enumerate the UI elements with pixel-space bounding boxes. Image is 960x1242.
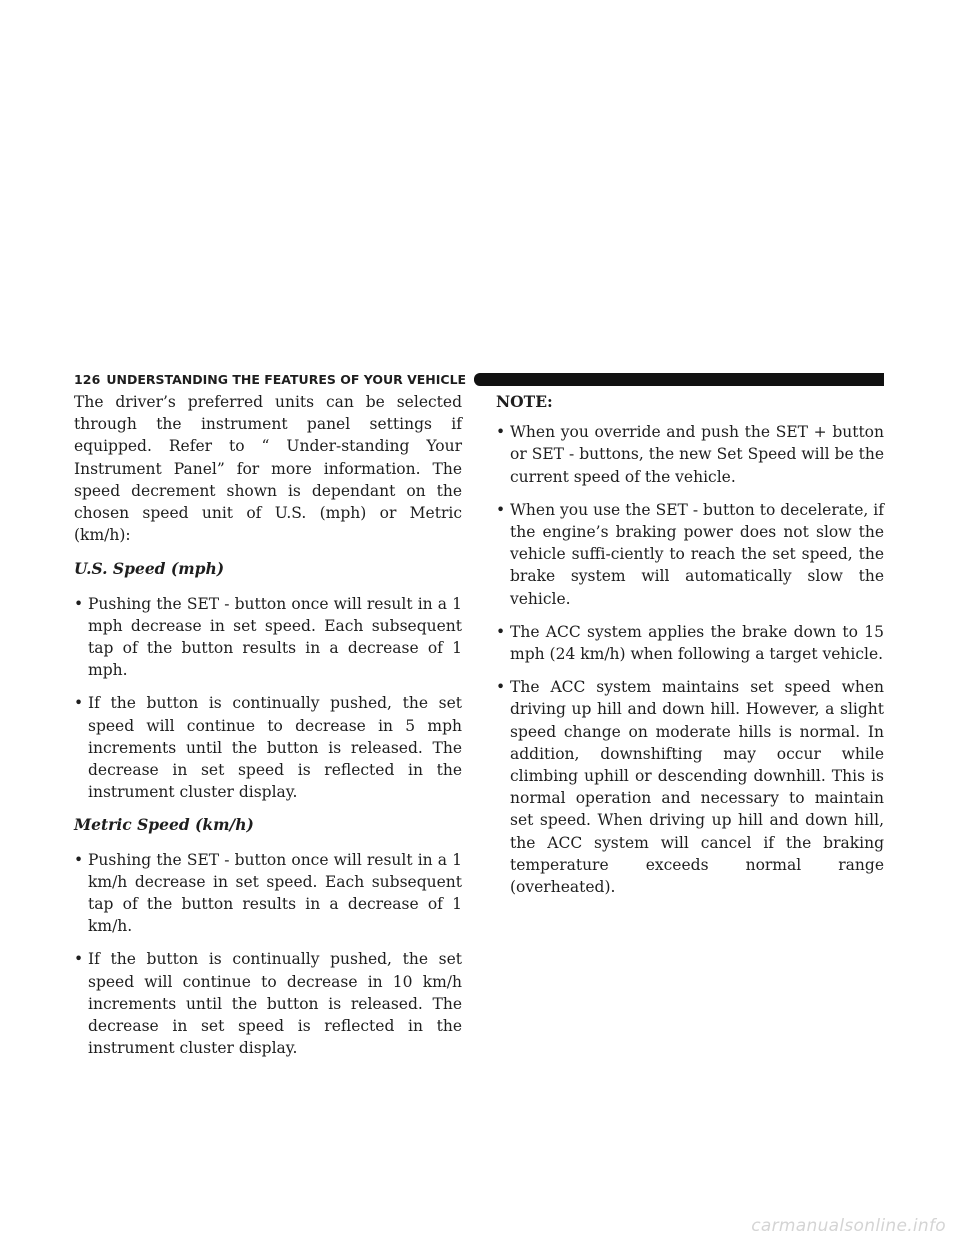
metric-speed-heading: Metric Speed (km/h) — [74, 815, 254, 835]
note-list — [496, 421, 884, 898]
bullet-icon: • — [74, 594, 84, 613]
metric-speed-list — [74, 849, 462, 1060]
bullet-icon: • — [74, 850, 84, 869]
list-item-text: When you override and push the SET + button or SET - buttons, the new Set Speed will be the current speed of the vehicle. — [510, 423, 884, 486]
list-item-text: The ACC system applies the brake down to 15 mph (24 km/h) when following a target vehicle. — [510, 622, 884, 664]
list-item — [496, 676, 884, 898]
header-rule-bar — [474, 373, 884, 386]
bullet-icon: • — [496, 423, 506, 442]
right-column — [496, 391, 884, 909]
list-item-text: The ACC system maintains set speed when driving up hill and down hill. However, a slight speed change on moderate hills is normal. In addition, downshifting may occur while climbing uphill or descending downhill. This is normal operation and necessary to maintain set speed. When driving up hill and down hill, the ACC system will cancel if the braking temperature exceeds normal range (overheated). — [510, 678, 884, 897]
bullet-icon: • — [496, 622, 506, 641]
list-item — [496, 421, 884, 488]
list-item — [74, 948, 462, 1059]
us-speed-list — [74, 593, 462, 804]
list-item — [496, 499, 884, 610]
page-number: 126 — [74, 371, 101, 387]
section-title: UNDERSTANDING THE FEATURES OF YOUR VEHICLE — [106, 371, 467, 387]
bullet-icon: • — [74, 950, 84, 969]
intro-paragraph: The driver’s preferred units can be selected through the instrument panel settings if equipped. Refer to “ Under-standing Your Instrument Panel” for more information. The speed decrement shown is dependant on the chosen speed unit of U.S. (mph) or Metric (km/h): — [74, 393, 462, 545]
bullet-icon: • — [74, 694, 84, 713]
note-label: NOTE: — [496, 392, 553, 411]
bullet-icon: • — [496, 678, 506, 697]
list-item-text: When you use the SET - button to decelerate, if the engine’s braking power does not slow the vehicle suffi-ciently to reach the set speed, the brake system will automatically slow the vehicle. — [510, 500, 884, 608]
list-item — [74, 849, 462, 938]
list-item-text: If the button is continually pushed, the set speed will continue to decrease in 5 mph increments until the button is released. The decrease in set speed is reflected in the instrument cluster display. — [88, 694, 462, 802]
page-header — [74, 371, 884, 387]
list-item — [496, 621, 884, 665]
list-item-text: Pushing the SET - button once will result in a 1 km/h decrease in set speed. Each subsequent tap of the button results in a decrease of 1 km/h. — [88, 850, 462, 936]
us-speed-heading: U.S. Speed (mph) — [74, 559, 225, 579]
watermark-link[interactable]: carmanualsonline.info — [751, 1216, 946, 1236]
list-item-text: Pushing the SET - button once will result in a 1 mph decrease in set speed. Each subsequent tap of the button results in a decrease of 1 mph. — [88, 594, 462, 680]
list-item — [74, 692, 462, 803]
left-column — [74, 391, 462, 1070]
list-item-text: If the button is continually pushed, the set speed will continue to decrease in 10 km/h increments until the button is released. The decrease in set speed is reflected in the instrument cluster display. — [88, 950, 462, 1058]
bullet-icon: • — [496, 500, 506, 519]
list-item — [74, 593, 462, 682]
